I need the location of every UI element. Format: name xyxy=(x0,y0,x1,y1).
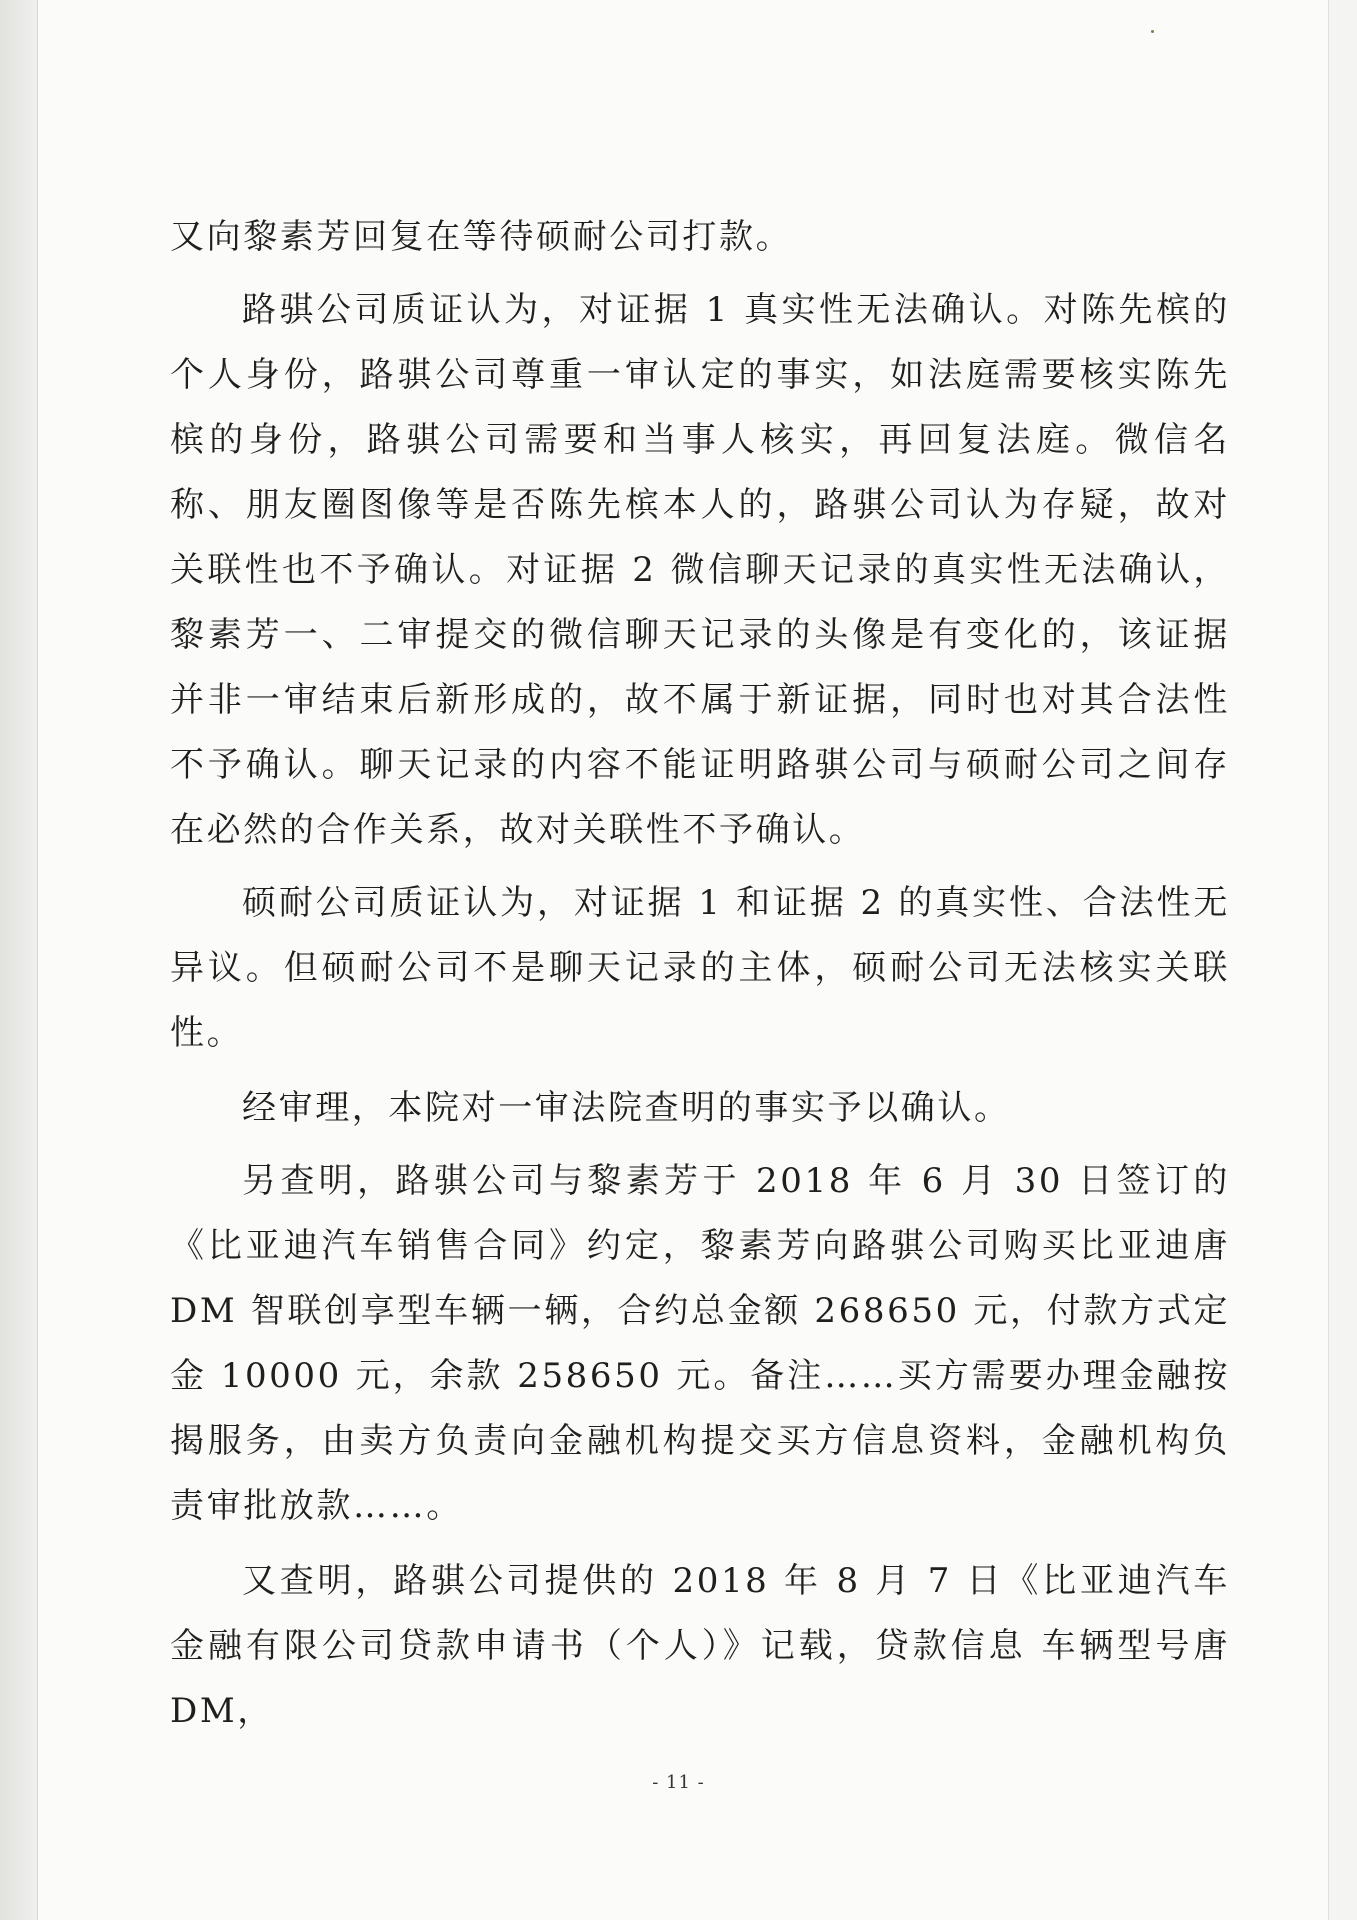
page-number: - 11 - xyxy=(652,1772,705,1793)
scan-left-margin xyxy=(0,0,38,1920)
paragraph-continuation: 又向黎素芳回复在等待硕耐公司打款。 xyxy=(170,217,793,257)
paragraph-court-finding: 经审理，本院对一审法院查明的事实予以确认。 xyxy=(242,1088,1011,1128)
paragraph-sales-contract: 另查明，路骐公司与黎素芳于 2018 年 6 月 30 日签订的《比亚迪汽车销售合同》约定，黎素芳向路骐公司购买比亚迪唐 DM 智联创享型车辆一辆，合约总金额 268650 元，付款方式定金 10000 元，余款 258650 元。备注……买方需要办理金融按揭服务，由卖方负责向金融机构提交买方信息资料，金融机构负责审批放款……。 xyxy=(170,1161,1230,1526)
paragraph-shuonai-cross-examination: 硕耐公司质证认为，对证据 1 和证据 2 的真实性、合法性无异议。但硕耐公司不是聊天记录的主体，硕耐公司无法核实关联性。 xyxy=(170,883,1230,1053)
paragraph-loan-application: 又查明，路骐公司提供的 2018 年 8 月 7 日《比亚迪汽车金融有限公司贷款申请书（个人）》记载，贷款信息 车辆型号唐 DM， xyxy=(170,1561,1230,1731)
scan-speck xyxy=(1151,30,1154,33)
paragraph-luqi-cross-examination: 路骐公司质证认为，对证据 1 真实性无法确认。对陈先槟的个人身份，路骐公司尊重一审认定的事实，如法庭需要核实陈先槟的身份，路骐公司需要和当事人核实，再回复法庭。微信名称、朋友圈图像等是否陈先槟本人的，路骐公司认为存疑，故对关联性也不予确认。对证据 2 微信聊天记录的真实性无法确认，黎素芳一、二审提交的微信聊天记录的头像是有变化的，该证据并非一审结束后新形成的，故不属于新证据，同时也对其合法性不予确认。聊天记录的内容不能证明路骐公司与硕耐公司之间存在必然的合作关系，故对关联性不予确认。 xyxy=(170,290,1230,850)
document-body xyxy=(170,205,1230,1744)
